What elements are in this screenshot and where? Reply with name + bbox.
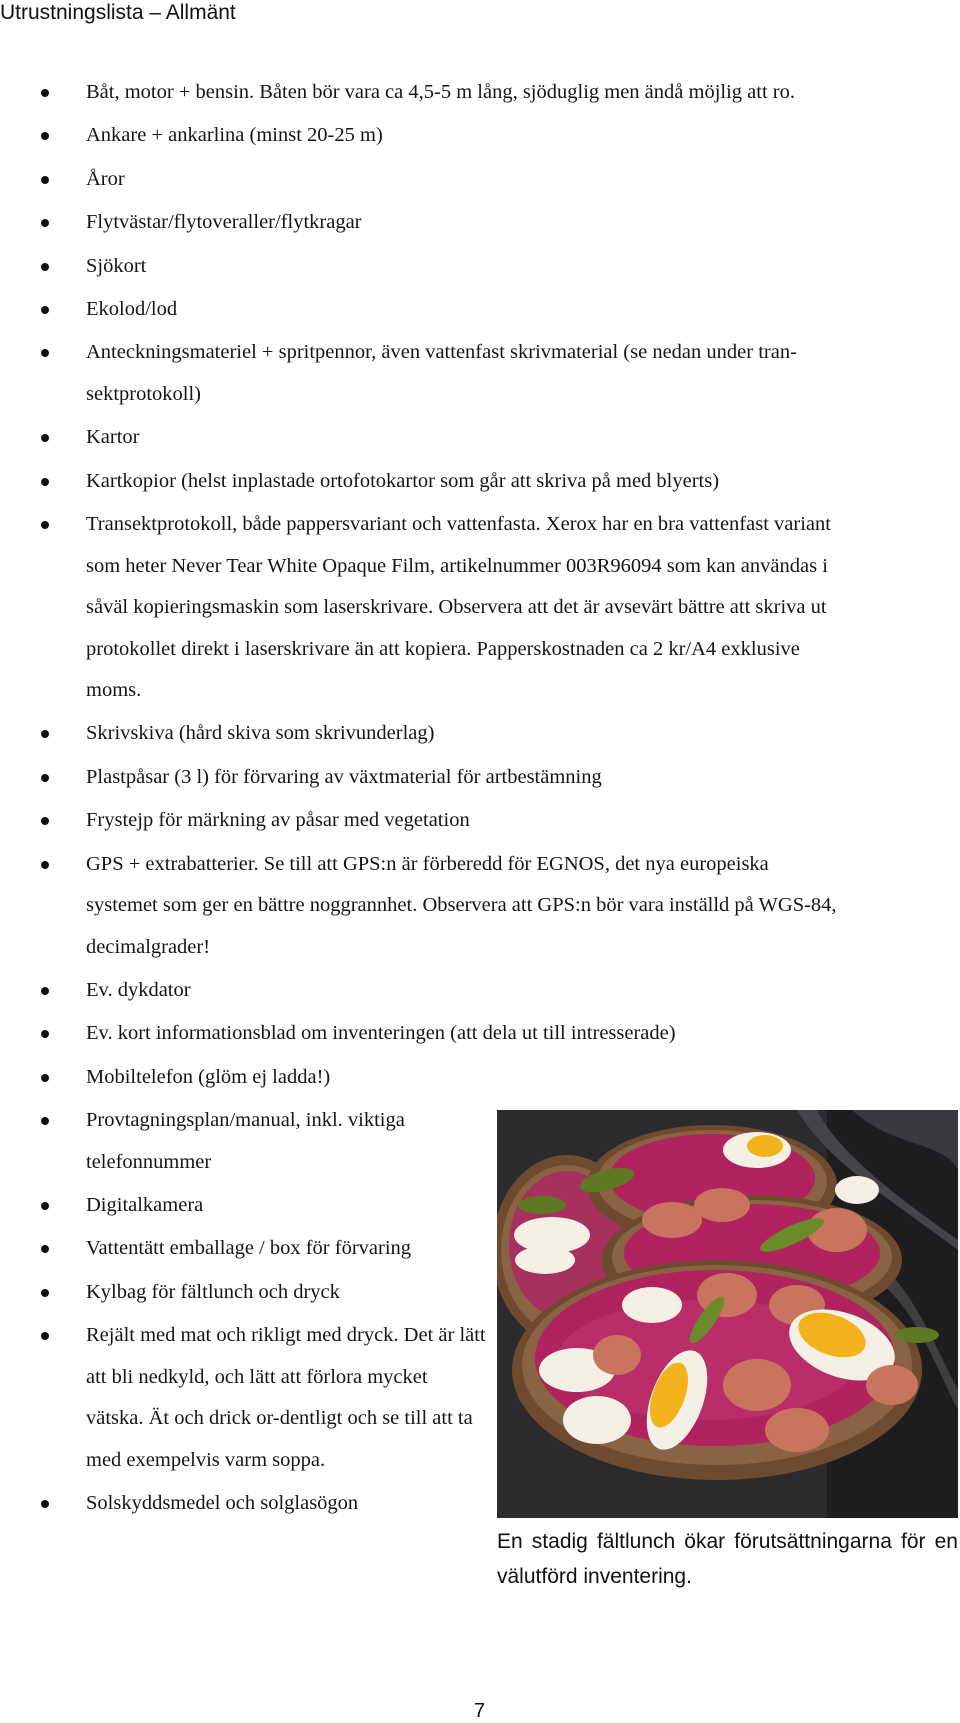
list-item — [0, 417, 840, 459]
list-item-text: Kartkopior (helst inplastade ortofotokartor som går att skriva på med blyerts) — [86, 469, 720, 492]
list-item — [0, 115, 840, 157]
bullet-icon — [41, 349, 49, 357]
bullet-icon — [41, 1202, 49, 1210]
list-item-text: Ekolod/lod — [86, 297, 178, 320]
bullet-icon — [41, 1074, 49, 1082]
list-item-text: Åror — [86, 167, 125, 190]
list-item — [0, 504, 840, 712]
list-item — [0, 1315, 486, 1481]
list-item-text: Solskyddsmedel och solglasögon — [86, 1492, 359, 1515]
list-item-text: Vattentätt emballage / box för förvaring — [86, 1237, 412, 1260]
list-item-text: Mobiltelefon (glöm ej ladda!) — [86, 1065, 331, 1088]
list-item — [0, 1013, 840, 1055]
list-item-text: Digitalkamera — [86, 1194, 204, 1217]
figure-caption: En stadig fältlunch ökar förutsättningarna för en välutförd inventering. — [497, 1530, 958, 1588]
page-header: Utrustningslista – Allmänt — [0, 1, 236, 24]
bullet-icon — [41, 730, 49, 738]
list-item-text: Skrivskiva (hård skiva som skrivunderlag) — [86, 722, 435, 745]
list-item — [0, 1100, 486, 1183]
list-item — [0, 844, 840, 969]
bullet-icon — [41, 521, 49, 529]
bullet-icon — [41, 1117, 49, 1125]
list-item — [0, 757, 840, 799]
list-item-text: Transektprotokoll, både pappersvariant och vattenfasta. Xerox har en bra vattenfast variant som heter Never Tear White Opaque Film, artikelnummer 003R96094 som kan användas i såväl kopieringsmaskin som laserskrivare. Observera att det är avsevärt bättre att skriva ut protokollet direkt i laserskrivare än att kopiera. Papperskostnaden ca 2 kr/A4 exklusive moms. — [86, 513, 831, 702]
list-item — [0, 202, 840, 244]
list-item-text: Ev. dykdator — [86, 978, 191, 1001]
list-item-text: Frystejp för märkning av påsar med vegetation — [86, 809, 470, 832]
list-item — [0, 461, 840, 503]
bullet-icon — [41, 1332, 49, 1340]
list-item — [0, 800, 840, 842]
list-item-text: Flytvästar/flytoveraller/flytkragar — [86, 211, 362, 234]
list-item — [0, 289, 840, 331]
bullet-icon — [41, 306, 49, 314]
bullet-icon — [41, 1500, 49, 1508]
bullet-icon — [41, 434, 49, 442]
list-item — [0, 1185, 486, 1227]
list-item-text: Plastpåsar (3 l) för förvaring av växtmaterial för artbestämning — [86, 765, 602, 788]
bullet-icon — [41, 132, 49, 140]
list-item — [0, 713, 840, 755]
list-item — [0, 1057, 840, 1099]
bullet-icon — [41, 478, 49, 486]
list-item-text: Provtagningsplan/manual, inkl. viktiga telefonnummer — [86, 1109, 405, 1173]
list-item — [0, 1483, 486, 1525]
page-number: 7 — [474, 1700, 486, 1722]
list-item-text: Anteckningsmateriel + spritpennor, även vattenfast skrivmaterial (se nedan under tran-sektprotokoll) — [86, 341, 797, 405]
bullet-icon — [41, 861, 49, 869]
list-item-text: Ev. kort informationsblad om inventeringen (att dela ut till intresserade) — [86, 1022, 676, 1045]
list-item — [0, 72, 840, 114]
list-item-text: Kylbag för fältlunch och dryck — [86, 1280, 340, 1303]
bullet-icon — [41, 1245, 49, 1253]
bullet-icon — [41, 987, 49, 995]
list-item — [0, 246, 840, 288]
list-item — [0, 159, 840, 201]
bullet-icon — [41, 1289, 49, 1297]
list-item-text: Sjökort — [86, 254, 147, 277]
list-item-text: Båt, motor + bensin. Båten bör vara ca 4,5-5 m lång, sjöduglig men ändå möjlig att ro. — [86, 81, 795, 103]
list-item — [0, 1228, 486, 1270]
lunch-figure — [497, 1110, 958, 1594]
bullet-icon — [41, 219, 49, 227]
bullet-icon — [41, 774, 49, 782]
bullet-icon — [41, 817, 49, 825]
bullet-icon — [41, 89, 49, 97]
list-item-text: Kartor — [86, 426, 140, 449]
list-item — [0, 1272, 486, 1314]
list-item — [0, 970, 840, 1012]
list-item-text: GPS + extrabatterier. Se till att GPS:n är förberedd för EGNOS, det nya europeiska systemet som ger en bättre noggrannhet. Observera att GPS:n bör vara inställd på WGS-84, decimalgrader! — [86, 852, 837, 958]
list-item-text: Ankare + ankarlina (minst 20-25 m) — [86, 124, 383, 147]
bullet-icon — [41, 263, 49, 271]
list-item — [0, 332, 840, 415]
bullet-icon — [41, 1030, 49, 1038]
bullet-icon — [41, 176, 49, 184]
lunch-photo — [497, 1110, 958, 1518]
list-item-text: Rejält med mat och rikligt med dryck. Det är lätt att bli nedkyld, och lätt att förlora mycket vätska. Ät och drick or-dentligt och se till att ta med exempelvis varm soppa. — [86, 1324, 486, 1471]
